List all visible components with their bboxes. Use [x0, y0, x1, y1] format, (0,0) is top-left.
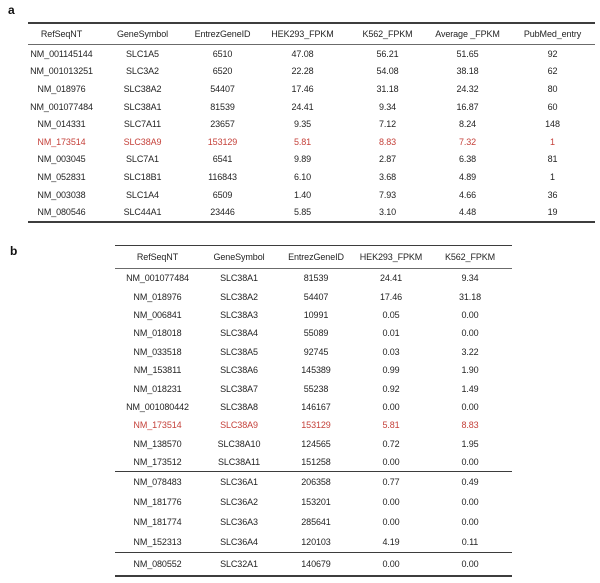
table-row [115, 532, 512, 553]
table-cell: 24.41 [291, 101, 314, 112]
table-cell: 92745 [303, 346, 329, 357]
table-cell: 153129 [207, 136, 238, 147]
table-cell: 3.68 [378, 171, 397, 182]
column-header: K562_FPKM [428, 246, 512, 269]
table-cell: 2.87 [378, 154, 397, 165]
column-header: PubMed_entry [510, 23, 595, 45]
table-cell: 7.12 [378, 119, 397, 130]
table-cell: 8.24 [458, 119, 477, 130]
table-row [28, 186, 595, 204]
table-cell: 62 [547, 66, 558, 77]
table-cell: 60 [547, 101, 558, 112]
table-cell: 1.90 [461, 365, 479, 376]
table-cell: 0.00 [461, 497, 479, 508]
table-cell: 0.03 [382, 346, 400, 357]
table-cell: SLC38A7 [220, 383, 258, 394]
table-cell: SLC3A2 [126, 66, 159, 77]
table-cell: 10991 [303, 309, 329, 320]
table-cell: SLC36A1 [220, 477, 258, 488]
table-cell: 0.92 [382, 383, 400, 394]
table-cell: NM_018976 [37, 83, 86, 94]
table-cell: 24.32 [456, 83, 479, 94]
table-cell: NM_181776 [133, 497, 182, 508]
table-cell: 81539 [210, 101, 235, 112]
table-cell: 36 [547, 189, 558, 200]
table-row [115, 492, 512, 512]
table-row [115, 306, 512, 324]
table-cell: 54.08 [376, 66, 399, 77]
table-cell: NM_001013251 [30, 66, 93, 77]
table-section [115, 553, 512, 577]
table-cell: 148 [545, 119, 560, 130]
table-cell: 7.93 [378, 189, 397, 200]
table-cell: 9.34 [378, 101, 397, 112]
table-cell: 4.89 [458, 171, 477, 182]
table-cell: SLC38A9 [123, 136, 162, 147]
table-cell: 1 [550, 171, 555, 182]
column-header: K562_FPKM [350, 23, 425, 45]
table-row [115, 379, 512, 397]
table-cell: SLC38A6 [220, 365, 258, 376]
table-cell: NM_003045 [37, 154, 86, 165]
table-cell: NM_173514 [37, 136, 86, 147]
table-row [115, 343, 512, 361]
table-row-highlighted [115, 416, 512, 434]
table-row [115, 398, 512, 416]
table-cell: 1.95 [461, 438, 479, 449]
column-header: RefSeqNT [115, 246, 200, 269]
table-cell: NM_173514 [133, 420, 182, 431]
table-cell: 80 [547, 83, 558, 94]
table-cell: SLC7A1 [126, 154, 159, 165]
table-cell: 0.01 [382, 328, 400, 339]
table-cell: 9.35 [293, 119, 312, 130]
table-cell: 9.34 [461, 273, 479, 284]
table-cell: 51.65 [456, 48, 479, 59]
table-cell: NM_078483 [133, 477, 182, 488]
table-cell: 145389 [301, 365, 331, 376]
table-cell: NM_138570 [133, 438, 182, 449]
table-cell: 0.00 [382, 559, 400, 570]
table-cell: 8.83 [378, 136, 397, 147]
column-header: RefSeqNT [28, 23, 95, 45]
table-row [28, 63, 595, 81]
table-cell: 0.77 [382, 477, 400, 488]
table-row [115, 287, 512, 305]
table-cell: 92 [547, 48, 558, 59]
panel-a-label: a [8, 3, 15, 17]
table-cell: 4.48 [458, 207, 477, 218]
table-cell: 0.00 [461, 309, 479, 320]
table-cell: NM_001080442 [126, 401, 189, 412]
table-cell: 6510 [212, 48, 233, 59]
table-cell: 55238 [303, 383, 329, 394]
table-cell: 4.19 [382, 537, 400, 548]
table-cell: 0.00 [461, 457, 479, 468]
column-header: Average _FPKM [425, 23, 510, 45]
table-row [115, 453, 512, 472]
table-cell: 0.00 [382, 457, 400, 468]
table-row [28, 168, 595, 186]
table-cell: 6509 [212, 189, 233, 200]
column-header: HEK293_FPKM [354, 246, 428, 269]
table-cell: 0.00 [382, 401, 400, 412]
table-row [115, 512, 512, 532]
column-header: EntrezGeneID [278, 246, 354, 269]
table-cell: 151258 [301, 457, 331, 468]
table-row [115, 472, 512, 493]
table-cell: NM_006841 [133, 309, 182, 320]
table-cell: 4.66 [458, 189, 477, 200]
table-row [115, 361, 512, 379]
table-cell: 120103 [301, 537, 331, 548]
table-cell: 31.18 [376, 83, 399, 94]
table-cell: 1.40 [293, 189, 312, 200]
table-cell: SLC18B1 [123, 171, 162, 182]
column-header: GeneSymbol [95, 23, 190, 45]
table-cell: SLC1A4 [126, 189, 159, 200]
table-row-highlighted [28, 133, 595, 151]
table-row [28, 98, 595, 116]
table-cell: 3.22 [461, 346, 479, 357]
table-cell: 16.87 [456, 101, 479, 112]
table-cell: SLC38A2 [123, 83, 162, 94]
table-cell: 0.00 [382, 517, 400, 528]
table-cell: 17.46 [291, 83, 314, 94]
table-row [115, 269, 512, 288]
table-row [115, 324, 512, 342]
table-cell: SLC44A1 [123, 207, 162, 218]
table-cell: 140679 [301, 559, 331, 570]
table-cell: 3.10 [378, 207, 397, 218]
table-cell: 81539 [303, 273, 329, 284]
table-cell: SLC38A1 [220, 273, 258, 284]
table-cell: 54407 [303, 291, 329, 302]
table-cell: 146167 [301, 401, 331, 412]
table-cell: SLC36A4 [220, 537, 258, 548]
table-cell: NM_152313 [133, 537, 182, 548]
table-cell: 1 [550, 136, 555, 147]
table-cell: 153201 [301, 497, 331, 508]
table-row [115, 553, 512, 577]
table-cell: 5.81 [293, 136, 312, 147]
panel-b-label: b [10, 244, 18, 258]
table-cell: SLC38A3 [220, 309, 258, 320]
table-row [28, 115, 595, 133]
table-cell: 116843 [208, 171, 237, 182]
table-cell: 0.00 [382, 497, 400, 508]
table-cell: NM_080552 [133, 559, 182, 570]
table-cell: 206358 [301, 477, 331, 488]
table-cell: 24.41 [379, 273, 403, 284]
table-cell: 124565 [301, 438, 331, 449]
table-row [28, 80, 595, 98]
table-cell: 1.49 [461, 383, 479, 394]
table-section [115, 472, 512, 553]
table-cell: 22.28 [291, 66, 314, 77]
table-row [28, 45, 595, 63]
table-cell: 6541 [212, 154, 233, 165]
expression-table-a [28, 22, 595, 223]
table-cell: 0.99 [382, 365, 400, 376]
column-header: HEK293_FPKM [255, 23, 350, 45]
table-cell: SLC38A10 [217, 438, 261, 449]
table-cell: SLC38A5 [220, 346, 258, 357]
table-cell: NM_001145144 [30, 48, 93, 59]
table-cell: SLC38A1 [123, 101, 162, 112]
table-cell: 7.32 [458, 136, 477, 147]
table-cell: NM_001077484 [126, 273, 189, 284]
table-cell: 55089 [303, 328, 329, 339]
table-cell: NM_033518 [133, 346, 182, 357]
table-cell: NM_018976 [133, 291, 182, 302]
table-cell: 47.08 [291, 48, 314, 59]
column-header: EntrezGeneID [190, 23, 255, 45]
table-cell: 38.18 [456, 66, 479, 77]
table-cell: NM_018231 [133, 383, 182, 394]
table-cell: 0.00 [461, 517, 479, 528]
table-cell: 6.38 [458, 154, 477, 165]
table-cell: SLC1A5 [126, 48, 159, 59]
table-cell: 0.00 [461, 328, 479, 339]
table-cell: 285641 [301, 517, 331, 528]
table-cell: NM_018018 [133, 328, 182, 339]
table-cell: 56.21 [376, 48, 399, 59]
table-section [28, 45, 595, 222]
table-cell: SLC38A4 [220, 328, 258, 339]
table-cell: NM_153811 [133, 365, 182, 376]
table-row [28, 203, 595, 222]
table-row [28, 151, 595, 169]
table-cell: NM_080546 [37, 207, 86, 218]
table-cell: SLC38A11 [217, 457, 261, 468]
table-cell: 81 [547, 154, 558, 165]
table-cell: 0.49 [461, 477, 479, 488]
table-cell: NM_001077484 [30, 101, 93, 112]
table-cell: 31.18 [458, 291, 482, 302]
table-cell: SLC38A2 [220, 291, 258, 302]
expression-table-b [115, 245, 512, 577]
table-cell: 17.46 [379, 291, 403, 302]
column-header: GeneSymbol [200, 246, 278, 269]
table-cell: 0.00 [461, 559, 479, 570]
table-cell: SLC38A9 [220, 420, 258, 431]
table-section [115, 269, 512, 472]
table-cell: 23446 [210, 207, 235, 218]
header-row [115, 246, 512, 269]
table-cell: 5.85 [293, 207, 312, 218]
table-cell: 6520 [212, 66, 233, 77]
table-cell: 0.72 [382, 438, 400, 449]
table-cell: 5.81 [382, 420, 400, 431]
table-cell: 6.10 [293, 171, 312, 182]
table-cell: SLC36A2 [220, 497, 258, 508]
table-row [115, 435, 512, 453]
table-cell: SLC36A3 [220, 517, 258, 528]
table-cell: 0.11 [461, 537, 479, 548]
table-cell: 9.89 [293, 154, 312, 165]
table-cell: NM_052831 [37, 171, 86, 182]
table-cell: SLC38A8 [220, 401, 258, 412]
table-cell: NM_003038 [37, 189, 86, 200]
table-cell: 8.83 [461, 420, 479, 431]
table-cell: SLC7A11 [123, 119, 162, 130]
table-cell: 19 [547, 207, 558, 218]
header-row [28, 23, 595, 45]
table-cell: 23657 [210, 119, 235, 130]
table-cell: 153129 [301, 420, 331, 431]
table-cell: 0.05 [382, 309, 400, 320]
table-cell: 0.00 [461, 401, 479, 412]
table-cell: NM_173512 [133, 457, 182, 468]
table-cell: NM_014331 [37, 119, 86, 130]
table-cell: SLC32A1 [220, 559, 258, 570]
table-cell: 54407 [210, 83, 235, 94]
table-cell: NM_181774 [133, 517, 182, 528]
